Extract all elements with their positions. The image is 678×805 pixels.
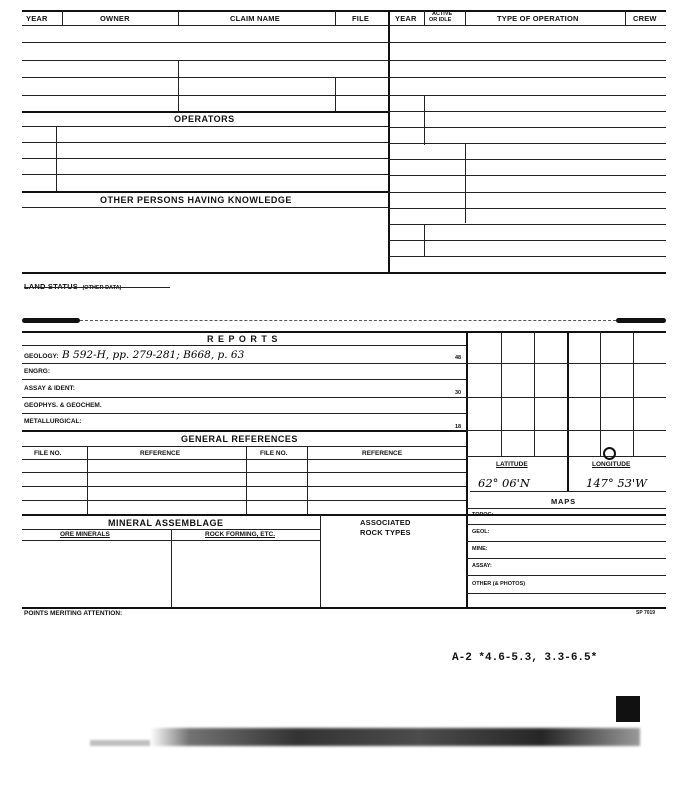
other-persons-title: OTHER PERSONS HAVING KNOWLEDGE (100, 195, 292, 205)
black-square-mark (616, 696, 640, 722)
report-label-geology: GEOLOGY: (24, 353, 59, 360)
report-label-engrg: ENGRG: (24, 368, 50, 375)
report-label-geophys: GEOPHYS. & GEOCHEM. (24, 402, 102, 409)
col-active-2: OR IDLE (429, 17, 452, 23)
report-code-geology: 48 (455, 355, 462, 361)
longitude-label: LONGITUDE (592, 461, 631, 468)
col-crew: CREW (633, 14, 657, 23)
form-code: SP 7019 (636, 610, 656, 616)
ref-header-reference-1: REFERENCE (140, 450, 181, 457)
land-status-note: (OTHER DATA) (82, 285, 122, 291)
ref-header-reference-2: REFERENCE (362, 450, 403, 457)
report-code-metallurgical: 18 (455, 424, 462, 430)
latitude-value: 62° 06'N (478, 476, 530, 490)
ref-header-file-no-1: FILE NO. (34, 450, 62, 457)
maps-other: OTHER (& PHOTOS) (472, 581, 526, 587)
operators-title: OPERATORS (174, 114, 235, 124)
reports-title: R E P O R T S (207, 334, 279, 344)
latitude-label: LATITUDE (496, 461, 528, 468)
col-type-of-operation: TYPE OF OPERATION (497, 14, 579, 23)
associated-rock-types-2: ROCK TYPES (360, 528, 411, 537)
general-references-title: GENERAL REFERENCES (181, 434, 298, 444)
col-year-2: YEAR (395, 14, 417, 23)
maps-geol: GEOL: (472, 529, 490, 535)
col-active-1: ACTIVE (432, 11, 453, 17)
maps-mine: MINE: (472, 546, 488, 552)
rock-forming-header: ROCK FORMING, ETC. (205, 531, 276, 538)
report-label-metallurgical: METALLURGICAL: (24, 418, 82, 425)
maps-title: MAPS (551, 497, 576, 506)
report-label-assay: ASSAY & IDENT: (24, 385, 75, 392)
maps-topog: TOPOG: (472, 512, 494, 518)
col-file: FILE (352, 14, 370, 23)
scan-smudge-left (90, 740, 150, 746)
typed-note: A-2 *4.6-5.3, 3.3-6.5* (452, 652, 598, 664)
mineral-assemblage-title: MINERAL ASSEMBLAGE (108, 518, 224, 528)
col-claim-name: CLAIM NAME (230, 14, 280, 23)
maps-assay: ASSAY: (472, 563, 492, 569)
report-code-assay: 30 (455, 390, 462, 396)
col-year: YEAR (26, 14, 48, 23)
points-label: POINTS MERITING ATTENTION: (24, 610, 123, 617)
land-status (24, 276, 121, 294)
col-owner: OWNER (100, 14, 130, 23)
scan-smudge (150, 728, 640, 746)
land-status-label: LAND STATUS (24, 282, 79, 291)
ore-minerals-header: ORE MINERALS (60, 531, 110, 538)
ref-header-file-no-2: FILE NO. (260, 450, 288, 457)
associated-rock-types-1: ASSOCIATED (360, 518, 411, 527)
circle-mark-icon (603, 447, 616, 460)
report-value-geology: B 592-H, pp. 279-281; B668, p. 63 (62, 349, 245, 361)
longitude-value: 147° 53'W (586, 476, 647, 490)
